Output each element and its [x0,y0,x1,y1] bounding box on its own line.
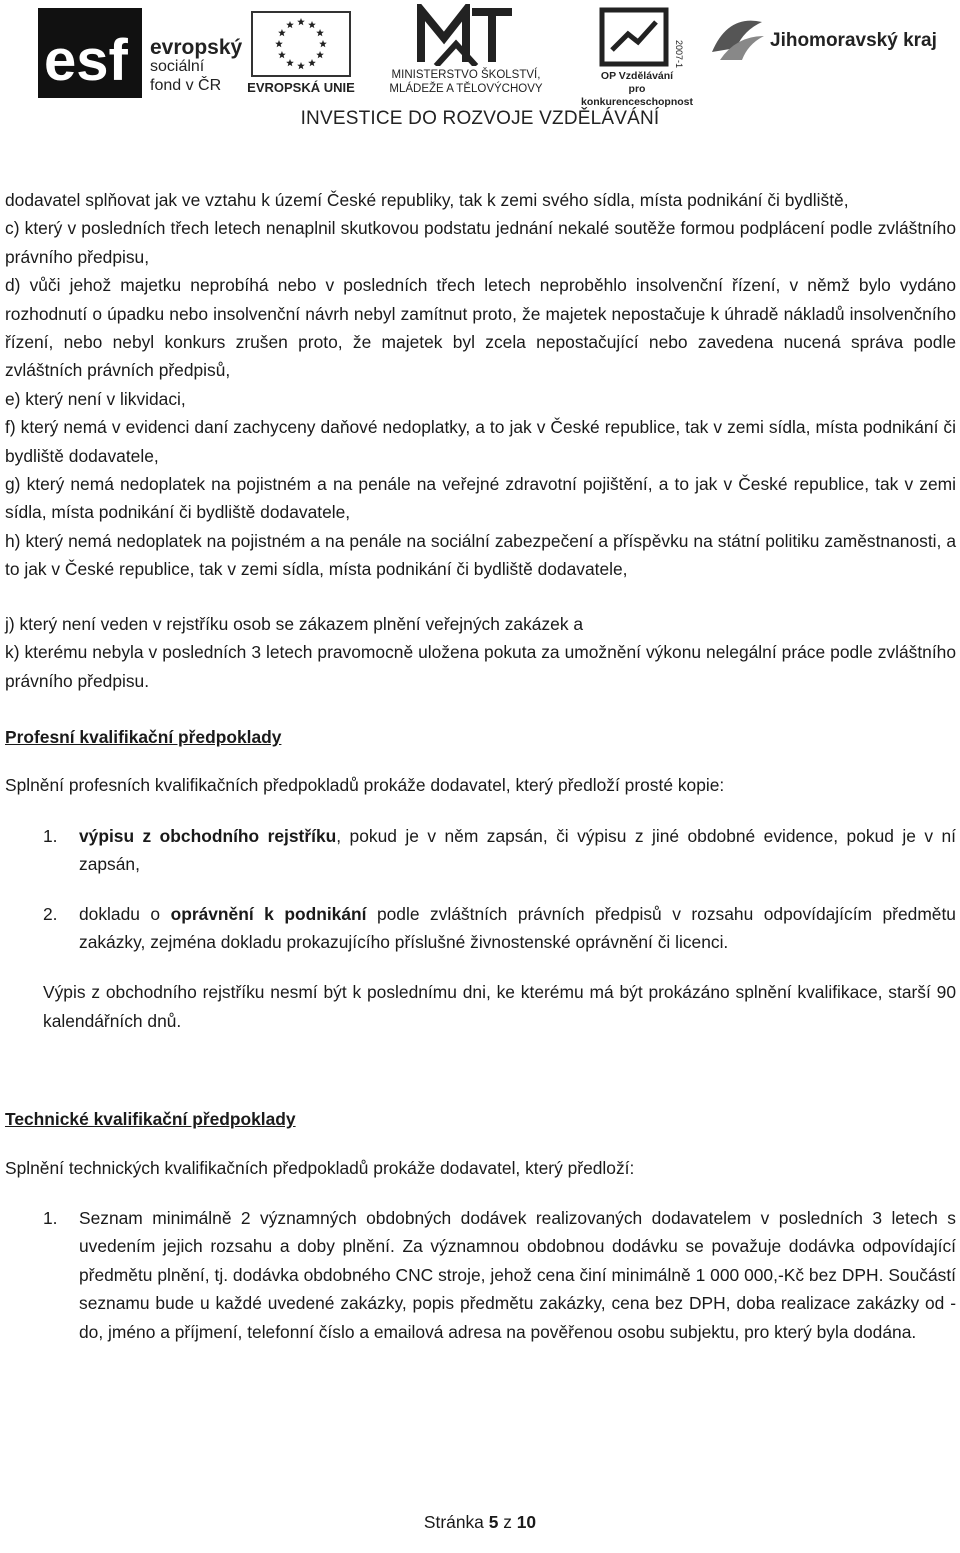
page-footer: Stránka 5 z 10 [423,1512,537,1532]
heading-profesni: Profesní kvalifikační předpoklady [5,726,282,747]
profesni-intro: Splnění profesních kvalifikačních předpokladů prokáže dodavatel, který předloží prosté kopie: [5,775,725,796]
heading-technicke: Technické kvalifikační předpoklady [5,1109,296,1130]
paragraph-k: k) kterému nebyla v posledních 3 letech pravomocně uložena pokuta za umožnění výkonu nelegální práce podle zvláštního právního předpisu. [5,642,956,691]
paragraph-g: g) který nemá nedoplatek na pojistném a na penále na veřejné zdravotní pojištění, a to jak v České republice, tak v zemi sídla, místa podnikání či bydliště dodavatele, [5,474,956,523]
list-number: 1. [43,825,58,846]
kraj-logo [706,12,946,72]
document-body [5,186,956,1346]
msmt-monogram-icon [366,4,566,66]
paragraph-c: c) který v posledních třech letech nenaplnil skutkovou podstatu jednání nekalé soutěže formou podplácení podle zvláštního právního předpisu, [5,218,956,267]
msmt-line2: MLÁDEŽE A TĚLOVÝCHOVY [389,83,543,95]
esf-line3: fond v ČR [150,77,222,94]
total-pages: 10 [516,1512,537,1532]
esf-mark: esf [44,28,128,93]
esf-logo [38,8,243,98]
esf-line2: sociální [150,58,205,75]
list-item-prefix: dokladu o [79,903,171,924]
kraj-emblem-icon [706,12,768,66]
technicke-intro: Splnění technických kvalifikačních předpokladů prokáže dodavatel, který předloží: [5,1157,635,1178]
paragraph-j: j) který není veden v rejstříku osob se zákazem plnění veřejných zakázek a [5,613,584,634]
list-item-text: , pokud je v něm zapsán, či výpisu z jiné obdobné evidence, pokud je v ní zapsán, [79,825,956,875]
paragraph-intro: dodavatel splňovat jak ve vztahu k území České republiky, tak k zemi svého sídla, místa podnikání či bydliště, [5,190,849,210]
op-line1: OP Vzdělávání [600,70,674,82]
list-number: 1. [43,1207,58,1228]
paragraph-h: h) který nemá nedoplatek na pojistném a na penále na sociální zabezpečení a příspěvku na státní politiku zaměstnanosti, a to jak v České republice, tak v zemi sídla, místa podnikání či bydliště dodavatele, [5,530,956,580]
slogan: INVESTICE DO ROZVOJE VZDĚLÁVÁNÍ [300,108,660,129]
op-years: 2007-13 [674,40,684,68]
eu-label: EVROPSKÁ UNIE [247,80,355,95]
list-item-text: Seznam minimálně 2 významných obdobných dodávek realizovaných dodavatelem v posledních 3 letech s uvedením jejich rozsahu a doby plnění. Za významnou obdobnou dodávku se považuje dodávka odpovídající předmětu plnění, tj. dodávka obdobného CNC stroje, jehož cena činí minimálně 1 000 000,-Kč bez DPH. Součástí seznamu bude u každé uvedené zakázky, popis předmětu zakázky, cena bez DPH, doba realizace zakázky od - do, jméno a příjmení, telefonní číslo a emailová adresa na pověřenou osobu subjektu, pro který byla dodána. [79,1207,956,1342]
msmt-logo [366,4,566,100]
eu-stars-flag-icon [242,8,360,80]
paragraph-d: d) vůči jehož majetku neprobíhá nebo v posledních třech letech neproběhlo insolvenční řízení, v němž bylo vydáno rozhodnutí o úpadku nebo insolvenční návrh nebyl zamítnut proto, že majetek nepostačuje k úhradě nákladů insolvenčního řízení, nebo nebyl konkurs zrušen proto, že majetek byl zcela nepostačující nebo zavedena nucená správa podle zvláštních právních předpisů, [5,275,956,381]
esf-line1: evropský [150,36,243,59]
op-line2: pro konkurenceschopnost [580,83,694,108]
msmt-line1: MINISTERSTVO ŠKOLSTVÍ, [391,69,541,81]
list-item-bold: výpisu z obchodního rejstříku [79,825,337,846]
technicke-item-1 [5,1204,956,1346]
current-page: 5 [488,1512,499,1532]
eu-logo [242,8,360,98]
profesni-item-1 [5,822,956,879]
paragraph-e: e) který není v likvidaci, [5,388,186,409]
profesni-item-2 [5,900,956,957]
list-item-text: podle zvláštních právních předpisů v rozsahu odpovídajícím předmětu zakázky, zejména dokladu prokazujícího příslušné živnostenské oprávnění či licenci. [79,903,956,952]
op-square-icon [572,6,702,68]
paragraph-f: f) který nemá v evidenci daní zachyceny daňové nedoplatky, a to jak v České republice, tak v zemi sídla, místa podnikání či bydliště dodavatele, [5,417,956,466]
logo-header [0,0,960,140]
list-number: 2. [43,903,58,924]
kraj-label: Jihomoravský kraj [770,30,937,51]
list-item-bold: oprávnění k podnikání [170,903,367,924]
op-logo [572,6,702,108]
profesni-note: Výpis z obchodního rejstříku nesmí být k poslednímu dni, ke kterému má být prokázáno splnění kvalifikace, starší 90 kalendářních dnů. [43,982,956,1031]
